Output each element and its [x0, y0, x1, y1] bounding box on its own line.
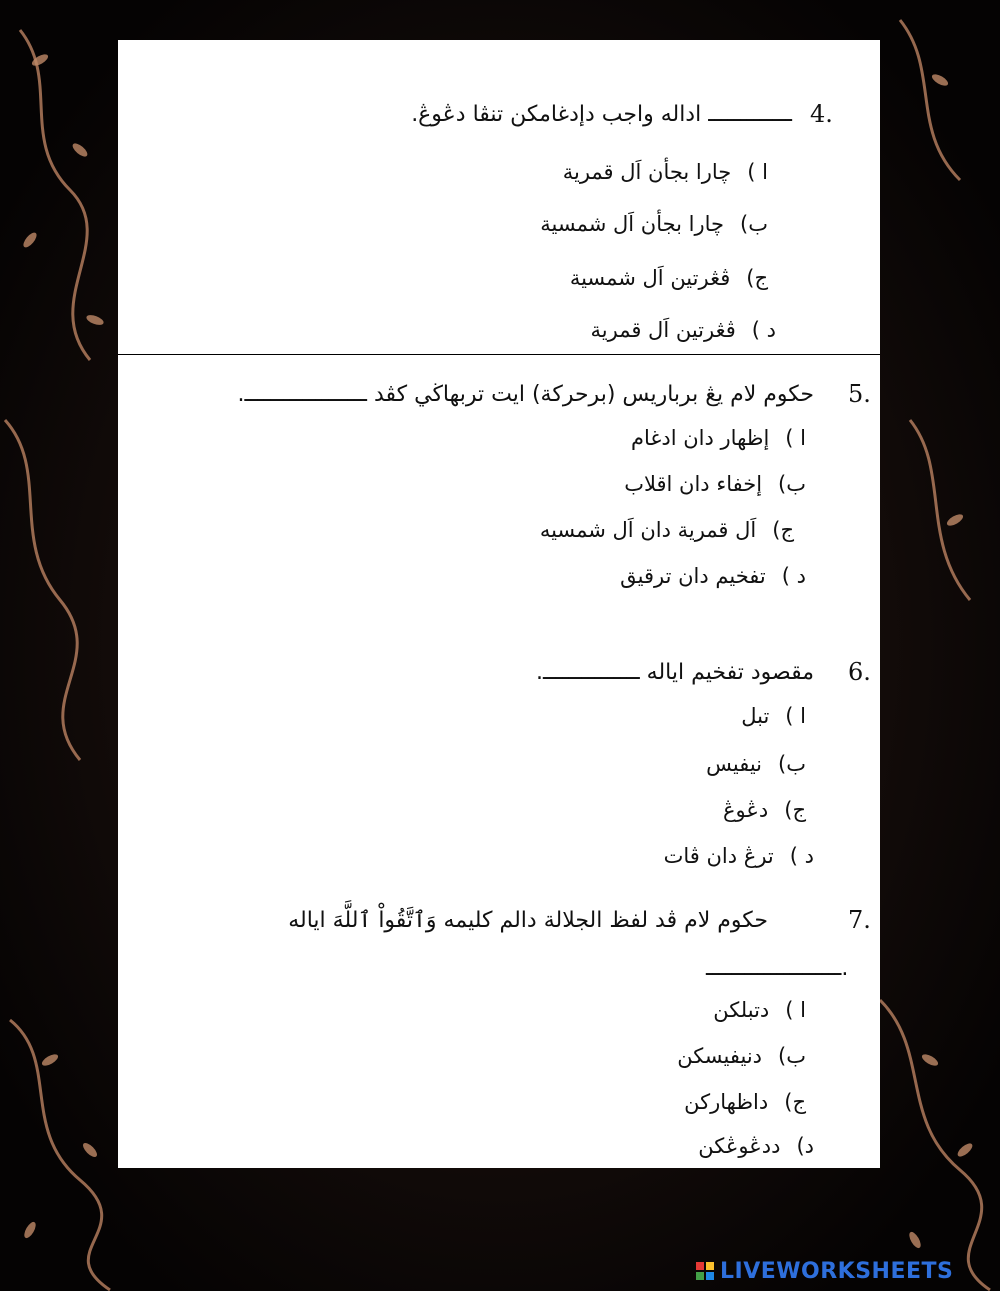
option-text: اَل قمرية دان اَل شمسيه	[539, 518, 757, 542]
question-6-option-d[interactable]	[664, 844, 814, 868]
question-6-stem: مقصود تفخيم اياله ـــــــــــــــ.	[536, 660, 814, 685]
section-divider	[118, 354, 880, 355]
option-text: تفخيم دان ترقيق	[620, 564, 766, 588]
logo-square-yellow	[706, 1262, 714, 1270]
question-5-stem: حکوم لام يڠ برباريس (برحركة) ايت تربهاڬي كڤد ـــــــــــــــــــ.	[237, 382, 814, 407]
option-text: دتبلكن	[713, 998, 770, 1022]
option-text: داظهاركن	[684, 1090, 769, 1114]
option-text: إخفاء دان اقلاب	[624, 472, 763, 496]
logo-square-green	[696, 1272, 704, 1280]
option-text: چارا بجأن اَل شمسية	[540, 212, 725, 236]
question-4-number: 4.	[810, 100, 833, 128]
option-letter: ا )	[785, 426, 806, 450]
option-letter: د )	[751, 318, 776, 342]
option-letter: ب)	[778, 1044, 806, 1068]
question-7-option-a[interactable]	[713, 998, 806, 1022]
question-7-option-d[interactable]	[698, 1134, 814, 1158]
option-letter: ج)	[784, 798, 806, 822]
question-6-option-b[interactable]	[706, 752, 806, 776]
question-7-option-b[interactable]	[677, 1044, 806, 1068]
option-letter: ا )	[785, 998, 806, 1022]
question-6-option-c[interactable]	[723, 798, 806, 822]
liveworksheets-logo-icon	[696, 1262, 714, 1280]
option-text: نيفيس	[706, 752, 763, 776]
option-letter: ج)	[746, 266, 768, 290]
option-text: ترڠ دان ڤات	[663, 844, 774, 868]
question-5-option-d[interactable]	[620, 564, 806, 588]
question-7-number: 7.	[848, 906, 871, 934]
option-letter: د)	[796, 1134, 814, 1158]
question-4-option-a[interactable]	[563, 160, 768, 184]
question-4-option-c[interactable]	[570, 266, 768, 290]
option-letter: د )	[781, 564, 806, 588]
option-text: إظهار دان ادغام	[631, 426, 770, 450]
option-letter: ب)	[778, 472, 806, 496]
logo-square-blue	[706, 1272, 714, 1280]
question-6-option-a[interactable]	[741, 704, 806, 728]
worksheet-page	[118, 40, 880, 1168]
option-letter: ج)	[784, 1090, 806, 1114]
question-5-number: 5.	[848, 380, 871, 408]
question-5-option-a[interactable]	[631, 426, 806, 450]
option-letter: د )	[789, 844, 814, 868]
option-text: ڤڠرتين اَل قمرية	[590, 318, 736, 342]
liveworksheets-brand[interactable]	[696, 1258, 953, 1284]
question-6-number: 6.	[848, 658, 871, 686]
option-letter: ج)	[772, 518, 794, 542]
question-4-option-b[interactable]	[540, 212, 768, 236]
option-text: ڤڠرتين اَل شمسية	[569, 266, 731, 290]
question-5-option-b[interactable]	[624, 472, 806, 496]
question-5-option-c[interactable]	[540, 518, 794, 542]
question-4-stem: ـــــــــــــ اداله واجب دإدغامكن تنڤا دڠوڠ.	[411, 102, 792, 127]
option-text: دڠوڠ	[722, 798, 769, 822]
option-text: چارا بجأن اَل قمرية	[562, 160, 732, 184]
option-letter: ب)	[740, 212, 768, 236]
option-text: دنيفيسكن	[677, 1044, 763, 1068]
option-text: تبل	[741, 704, 770, 728]
question-7-option-c[interactable]	[684, 1090, 806, 1114]
option-letter: ا )	[747, 160, 768, 184]
question-7-answer-blank: ـــــــــــــــــــــ.	[706, 956, 849, 981]
brand-name: LIVEWORKSHEETS	[720, 1258, 954, 1284]
option-letter: ا )	[785, 704, 806, 728]
option-text: ددڠوڠكن	[698, 1134, 781, 1158]
question-7-stem: حکوم لام ڤد لفظ الجلالة دالم كليمه وَٱتَّقُواْ ٱللَّهَ اياله	[288, 908, 768, 933]
option-letter: ب)	[778, 752, 806, 776]
question-4-option-d[interactable]	[591, 318, 776, 342]
logo-square-red	[696, 1262, 704, 1270]
